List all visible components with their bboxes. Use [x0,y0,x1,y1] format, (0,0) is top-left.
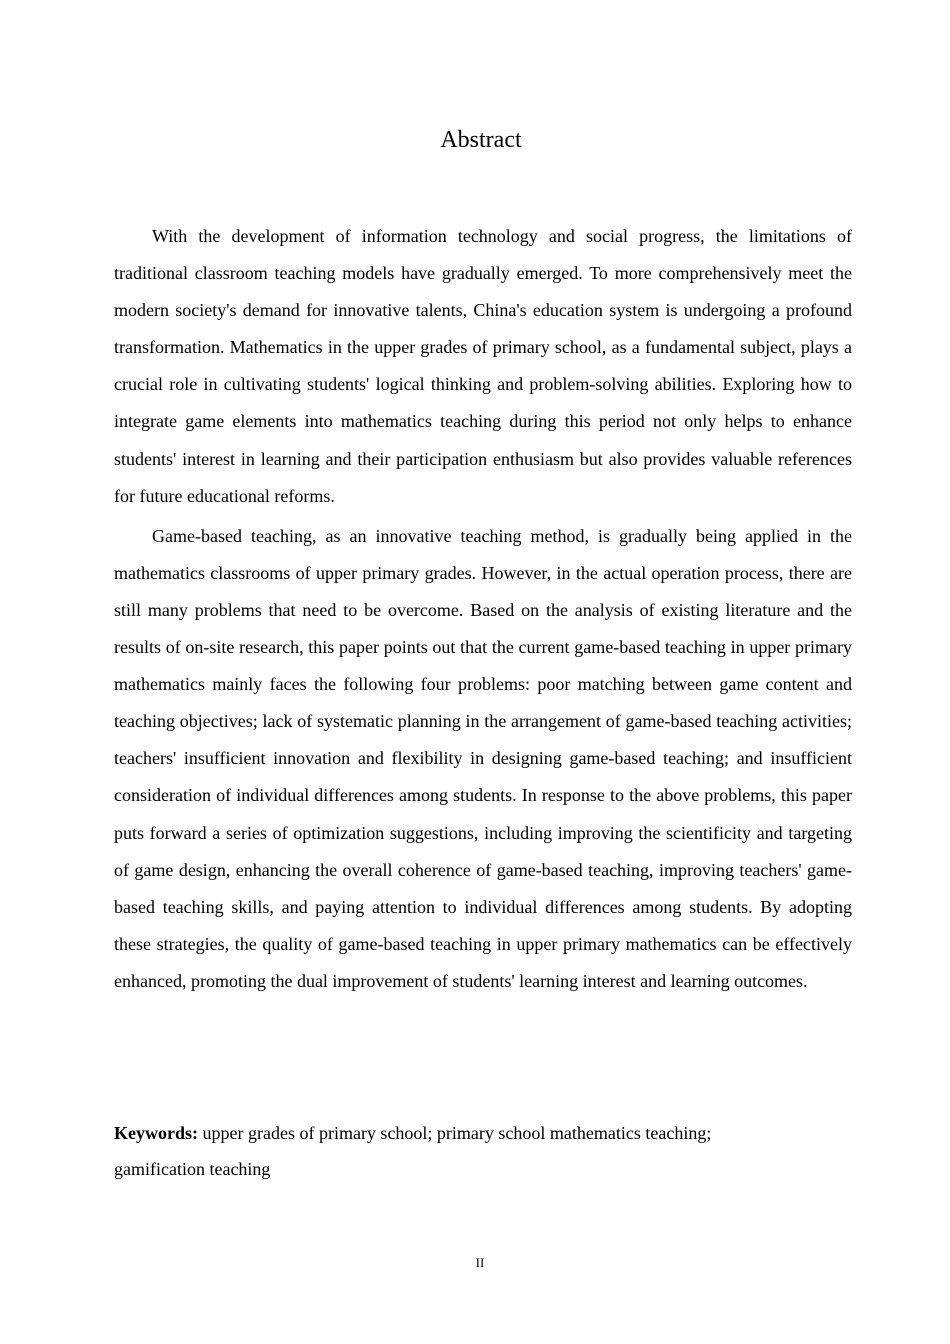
abstract-title: Abstract [440,127,522,153]
keywords-block [114,1115,774,1187]
keywords-line-2: gamification teaching [114,1159,271,1179]
abstract-paragraph-1: With the development of information technology and social progress, the limitations of traditional classroom teaching models have gradually emerged. To more comprehensively meet the modern society's demand for innovative talents, China's education system is undergoing a profound transformation. Mathematics in the upper grades of primary school, as a fundamental subject, plays a crucial role in cultivating students' logical thinking and problem-solving abilities. Exploring how to integrate game elements into mathematics teaching during this period not only helps to enhance students' interest in learning and their participation enthusiasm but also provides valuable references for future educational reforms. [114,226,852,506]
abstract-paragraph-2: Game-based teaching, as an innovative teaching method, is gradually being applied in the mathematics classrooms of upper primary grades. However, in the actual operation process, there are still many problems that need to be overcome. Based on the analysis of existing literature and the results of on-site research, this paper points out that the current game-based teaching in upper primary mathematics mainly faces the following four problems: poor matching between game content and teaching objectives; lack of systematic planning in the arrangement of game-based teaching activities; teachers' insufficient innovation and flexibility in designing game-based teaching; and insufficient consideration of individual differences among students. In response to the above problems, this paper puts forward a series of optimization suggestions, including improving the scientificity and targeting of game design, enhancing the overall coherence of game-based teaching, improving teachers' game-based teaching skills, and paying attention to individual differences among students. By adopting these strategies, the quality of game-based teaching in upper primary mathematics can be effectively enhanced, promoting the dual improvement of students' learning interest and learning outcomes. [114,525,852,991]
page-number: II [475,1255,485,1270]
keywords-label: Keywords: [114,1123,198,1143]
keywords-line-1: upper grades of primary school; primary school mathematics teaching; [202,1123,712,1143]
abstract-body [114,218,852,1000]
